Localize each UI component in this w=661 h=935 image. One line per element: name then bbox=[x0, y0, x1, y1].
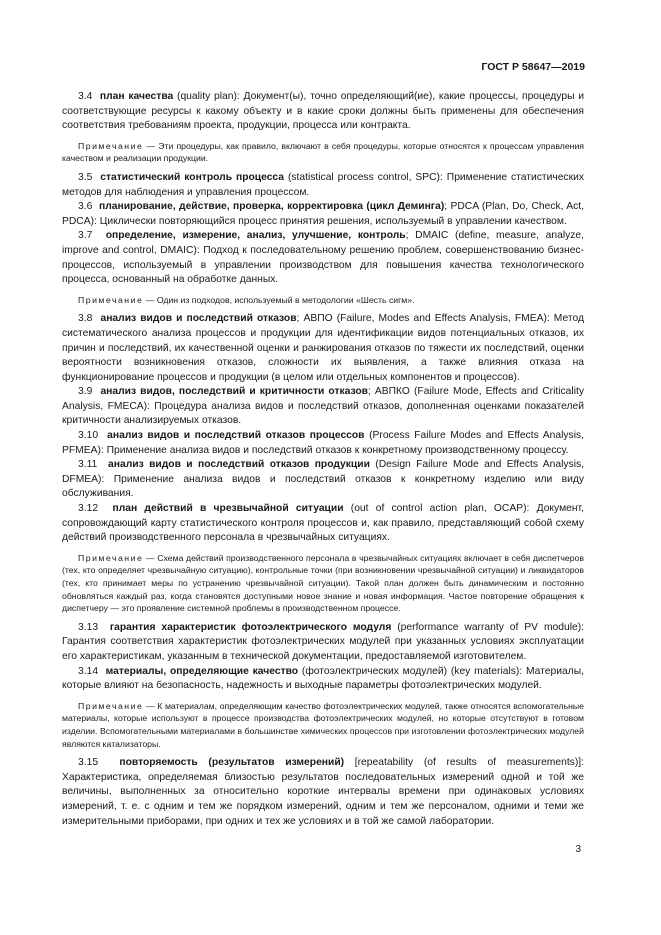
note-dash: — bbox=[143, 294, 157, 305]
term-title: материалы, определяющие качество bbox=[105, 665, 299, 677]
term-title: статистический контроль процесса bbox=[100, 171, 284, 183]
term-number: 3.6 bbox=[78, 201, 93, 213]
term-number: 3.13 bbox=[78, 621, 99, 633]
term-title: анализ видов и последствий отказов продукции bbox=[108, 459, 370, 471]
term-number: 3.8 bbox=[78, 313, 93, 325]
term-definition: ; DMAIC (define, measure, analyze, improve and control, DMAIC): Подход к последовательному решению проблем, совершенствованию бизнес-процессов, используемый в управлении производством для повышения качества технологического процесса, основанный на обработке данных. bbox=[62, 230, 584, 286]
note-label: Примечание bbox=[78, 294, 144, 305]
term-number: 3.14 bbox=[78, 665, 99, 677]
term-definition: ; PDCA (Plan, Do, Check, Act, PDCA): Циклически повторяющийся процесс принятия решения, используемый в управлении качеством. bbox=[62, 201, 585, 227]
note-label: Примечание bbox=[78, 552, 144, 563]
term-title: анализ видов, последствий и критичности отказов bbox=[100, 386, 368, 398]
note-text: Один из подходов, используемый в методологии «Шесть сигм». bbox=[156, 294, 415, 305]
term-definition: (Design Failure Mode and Effects Analysis, DFMEA): Применение анализа видов и последствий отказов к конкретному изделию или виду обслуживания. bbox=[62, 459, 584, 500]
term-definition: (фотоэлектрических модулей) (key materials): Материалы, которые влияют на безопасность, надежность и выходные параметры фотоэлектрических модулей. bbox=[62, 665, 584, 692]
term-entry bbox=[62, 502, 584, 546]
term-title: повторяемость (результатов измерений) bbox=[119, 757, 345, 769]
page-number: 3 bbox=[575, 844, 581, 855]
term-entry bbox=[62, 171, 584, 200]
note-text: Схема действий производственного персонала в чрезвычайных ситуациях включает в себя диспетчеров (тех, кто определяет чрезвычайную ситуацию), контрольные точки (при возникновении чрезвычайной ситуации) и ликвидаторов (тех, кто принимает меры по устранению чрезвычайной ситуации). Такой план должен быть динамическим и постоянно обновляться каждый раз, когда становятся доступными новое знание и новая информация. Частое повторение обращения к диспетчеру — это проявление системной проблемы в производственном процессе. bbox=[62, 552, 584, 614]
term-definition: (out of control action plan, OCAP): Документ, сопровождающий карту статистического контроля процессов и, как правило, представляющий собой схему действий производственного персонала в чрезвычайных ситуациях. bbox=[62, 503, 584, 544]
term-definition: [repeatability (of results of measurements)]: Характеристика, определяемая близостью результатов последовательных измерений одной и той же величины, выполненных за относительно короткие интервалы времени при одинаковых условиях измерений, т. е. с одним и тем же порядком измерений, одним и тем же персоналом, одними и теми же измерительными приборами, при одних и тех же условиях и в той же самой лаборатории. bbox=[62, 757, 584, 827]
note bbox=[62, 552, 584, 615]
note-dash: — bbox=[143, 552, 158, 563]
term-entry bbox=[62, 665, 584, 694]
note bbox=[62, 140, 584, 165]
term-number: 3.7 bbox=[78, 230, 93, 242]
term-title: анализ видов и последствий отказов процессов bbox=[107, 430, 365, 442]
term-entry bbox=[62, 458, 584, 502]
term-number: 3.12 bbox=[78, 503, 99, 515]
term-entry bbox=[62, 385, 584, 429]
term-title: гарантия характеристик фотоэлектрического модуля bbox=[109, 621, 392, 633]
term-title: определение, измерение, анализ, улучшение, контроль bbox=[105, 230, 406, 242]
term-title: план качества bbox=[99, 91, 174, 102]
term-number: 3.5 bbox=[78, 171, 93, 183]
term-number: 3.4 bbox=[78, 91, 93, 102]
document-body bbox=[62, 90, 584, 829]
term-definition: ; АВПО (Failure, Modes and Effects Analysis, FMEA): Метод систематического анализа процессов и продукции для идентификации видов потенциальных отказов, их причин и последствий, их качественной оценки и ранжирования отказов по тяжести их последствий, оценки вероятности возникновения отказов, сложности их выявления, а также влияния отказа на функционирование процессов и продукции (в целом или отдельных компонентов и процессов). bbox=[62, 313, 584, 383]
term-entry bbox=[62, 90, 584, 134]
note-dash: — bbox=[143, 140, 159, 151]
term-title: план действий в чрезвычайной ситуации bbox=[112, 503, 344, 515]
term-definition: (statistical process control, SPC): Применение статистических методов для наблюдения и управления процессом. bbox=[62, 171, 584, 198]
term-number: 3.9 bbox=[78, 386, 93, 398]
standard-code: ГОСТ Р 58647—2019 bbox=[481, 61, 585, 73]
term-entry bbox=[62, 229, 584, 287]
term-entry bbox=[62, 429, 584, 458]
term-definition: (Process Failure Modes and Effects Analysis, PFMEA): Применение анализа видов и последствий отказов к конкретному производственному процессу. bbox=[62, 430, 584, 456]
note bbox=[62, 700, 584, 750]
term-title: планирование, действие, проверка, корректировка (цикл Деминга) bbox=[99, 201, 445, 213]
term-entry bbox=[62, 621, 584, 665]
note-label: Примечание bbox=[78, 700, 144, 711]
term-title: анализ видов и последствий отказов bbox=[100, 313, 297, 325]
note-label: Примечание bbox=[78, 140, 144, 151]
note-text: К материалам, определяющим качество фотоэлектрических модулей, также относятся вспомогательные материалы, которые используют в процессе производства фотоэлектрических модулей, но которые отсутствуют в готовом изделии. Вспомогательными материалами в большинстве химических процессов при изготовлении фотоэлектрических модулей являются катализаторы. bbox=[62, 700, 585, 749]
note bbox=[62, 294, 584, 307]
term-definition: ; АВПКО (Failure Mode, Effects and Criticality Analysis, FMECA): Процедура анализа видов и последствий отказов, дополненная оценками показателей критичности анализируемых отказов. bbox=[62, 386, 584, 427]
term-entry bbox=[62, 312, 584, 385]
term-entry bbox=[62, 756, 584, 829]
note-text: Эти процедуры, как правило, включают в себя процедуры, которые относятся к процессам управления качеством и реализации продукции. bbox=[62, 140, 585, 164]
term-definition: (quality plan): Документ(ы), точно определяющий(ие), какие процессы, процедуры и соответствующие ресурсы к какому объекту и в какие сроки должны быть применены для обеспечения соответствия требованиям проекта, продукции, процесса или контракта. bbox=[62, 91, 584, 132]
term-entry bbox=[62, 200, 584, 229]
term-number: 3.15 bbox=[78, 757, 99, 769]
note-dash: — bbox=[143, 700, 158, 711]
term-number: 3.10 bbox=[78, 430, 99, 442]
term-number: 3.11 bbox=[78, 459, 98, 471]
term-definition: (performance warranty of PV module): Гарантия соответствия характеристик фотоэлектрических модулей при указанных условиях эксплуатации его характеристикам, указанным в технической документации, предоставляемой изготовителем. bbox=[62, 621, 584, 662]
